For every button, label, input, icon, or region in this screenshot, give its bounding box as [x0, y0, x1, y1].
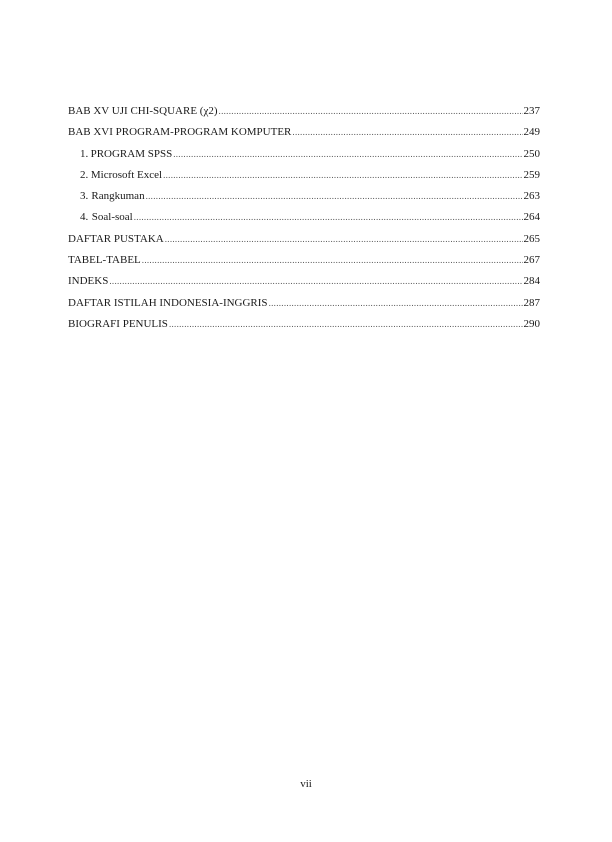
toc-entry-title: Microsoft Excel [90, 168, 163, 181]
toc-entry-number: 4. [80, 211, 89, 224]
toc-entry-title: BAB XV UJI CHI-SQUARE (χ2) [68, 105, 218, 117]
dot-leader [163, 165, 522, 186]
dot-leader [173, 144, 522, 165]
toc-entry-page: 263 [523, 190, 540, 203]
dot-leader [142, 250, 523, 271]
toc-entry-title: BAB XVI PROGRAM-PROGRAM KOMPUTER [68, 126, 292, 139]
toc-entry-soal-soal[interactable] [68, 207, 540, 228]
toc-entry-program-spss[interactable] [68, 144, 540, 165]
dot-leader [292, 122, 522, 143]
toc-entry-title: BIOGRAFI PENULIS [68, 317, 168, 330]
toc-entry-page: 287 [523, 296, 540, 309]
dot-leader [219, 101, 523, 122]
toc-entry-page: 264 [523, 211, 540, 224]
toc-entry-title: INDEKS [68, 275, 109, 288]
dot-leader [134, 207, 523, 228]
toc-entry-page: 265 [523, 232, 540, 245]
toc-entry-biografi-penulis[interactable] [68, 314, 540, 335]
page-number: vii [300, 778, 312, 790]
toc-entry-title: TABEL-TABEL [68, 254, 141, 267]
toc-entry-number: 2. [80, 168, 89, 181]
toc-entry-title: DAFTAR PUSTAKA [68, 232, 164, 245]
toc-entry-daftar-istilah[interactable] [68, 293, 540, 314]
toc-entry-page: 284 [523, 275, 540, 288]
dot-leader [165, 229, 523, 250]
toc-entry-daftar-pustaka[interactable] [68, 229, 540, 250]
toc-entry-title: Rangkuman [91, 190, 145, 203]
toc-entry-page: 250 [523, 147, 540, 160]
toc-entry-number: 3. [80, 190, 89, 203]
dot-leader [109, 271, 522, 292]
toc-entry-page: 290 [523, 317, 540, 330]
toc-entry-page: 249 [523, 126, 540, 139]
dot-leader [146, 186, 523, 207]
table-of-contents [68, 101, 540, 335]
dot-leader [269, 293, 523, 314]
toc-entry-tabel-tabel[interactable] [68, 250, 540, 271]
toc-entry-title: PROGRAM SPSS [90, 147, 173, 160]
dot-leader [169, 314, 523, 335]
toc-entry-bab-xv[interactable] [68, 101, 540, 122]
toc-entry-page: 259 [523, 168, 540, 181]
toc-entry-title: DAFTAR ISTILAH INDONESIA-INGGRIS [68, 296, 268, 309]
toc-entry-page: 267 [523, 254, 540, 267]
toc-entry-number: 1. [80, 147, 89, 160]
toc-entry-indeks[interactable] [68, 271, 540, 292]
toc-entry-bab-xvi[interactable] [68, 122, 540, 143]
toc-entry-microsoft-excel[interactable] [68, 165, 540, 186]
toc-entry-rangkuman[interactable] [68, 186, 540, 207]
toc-entry-title: Soal-soal [91, 211, 133, 224]
toc-entry-page: 237 [523, 105, 540, 117]
